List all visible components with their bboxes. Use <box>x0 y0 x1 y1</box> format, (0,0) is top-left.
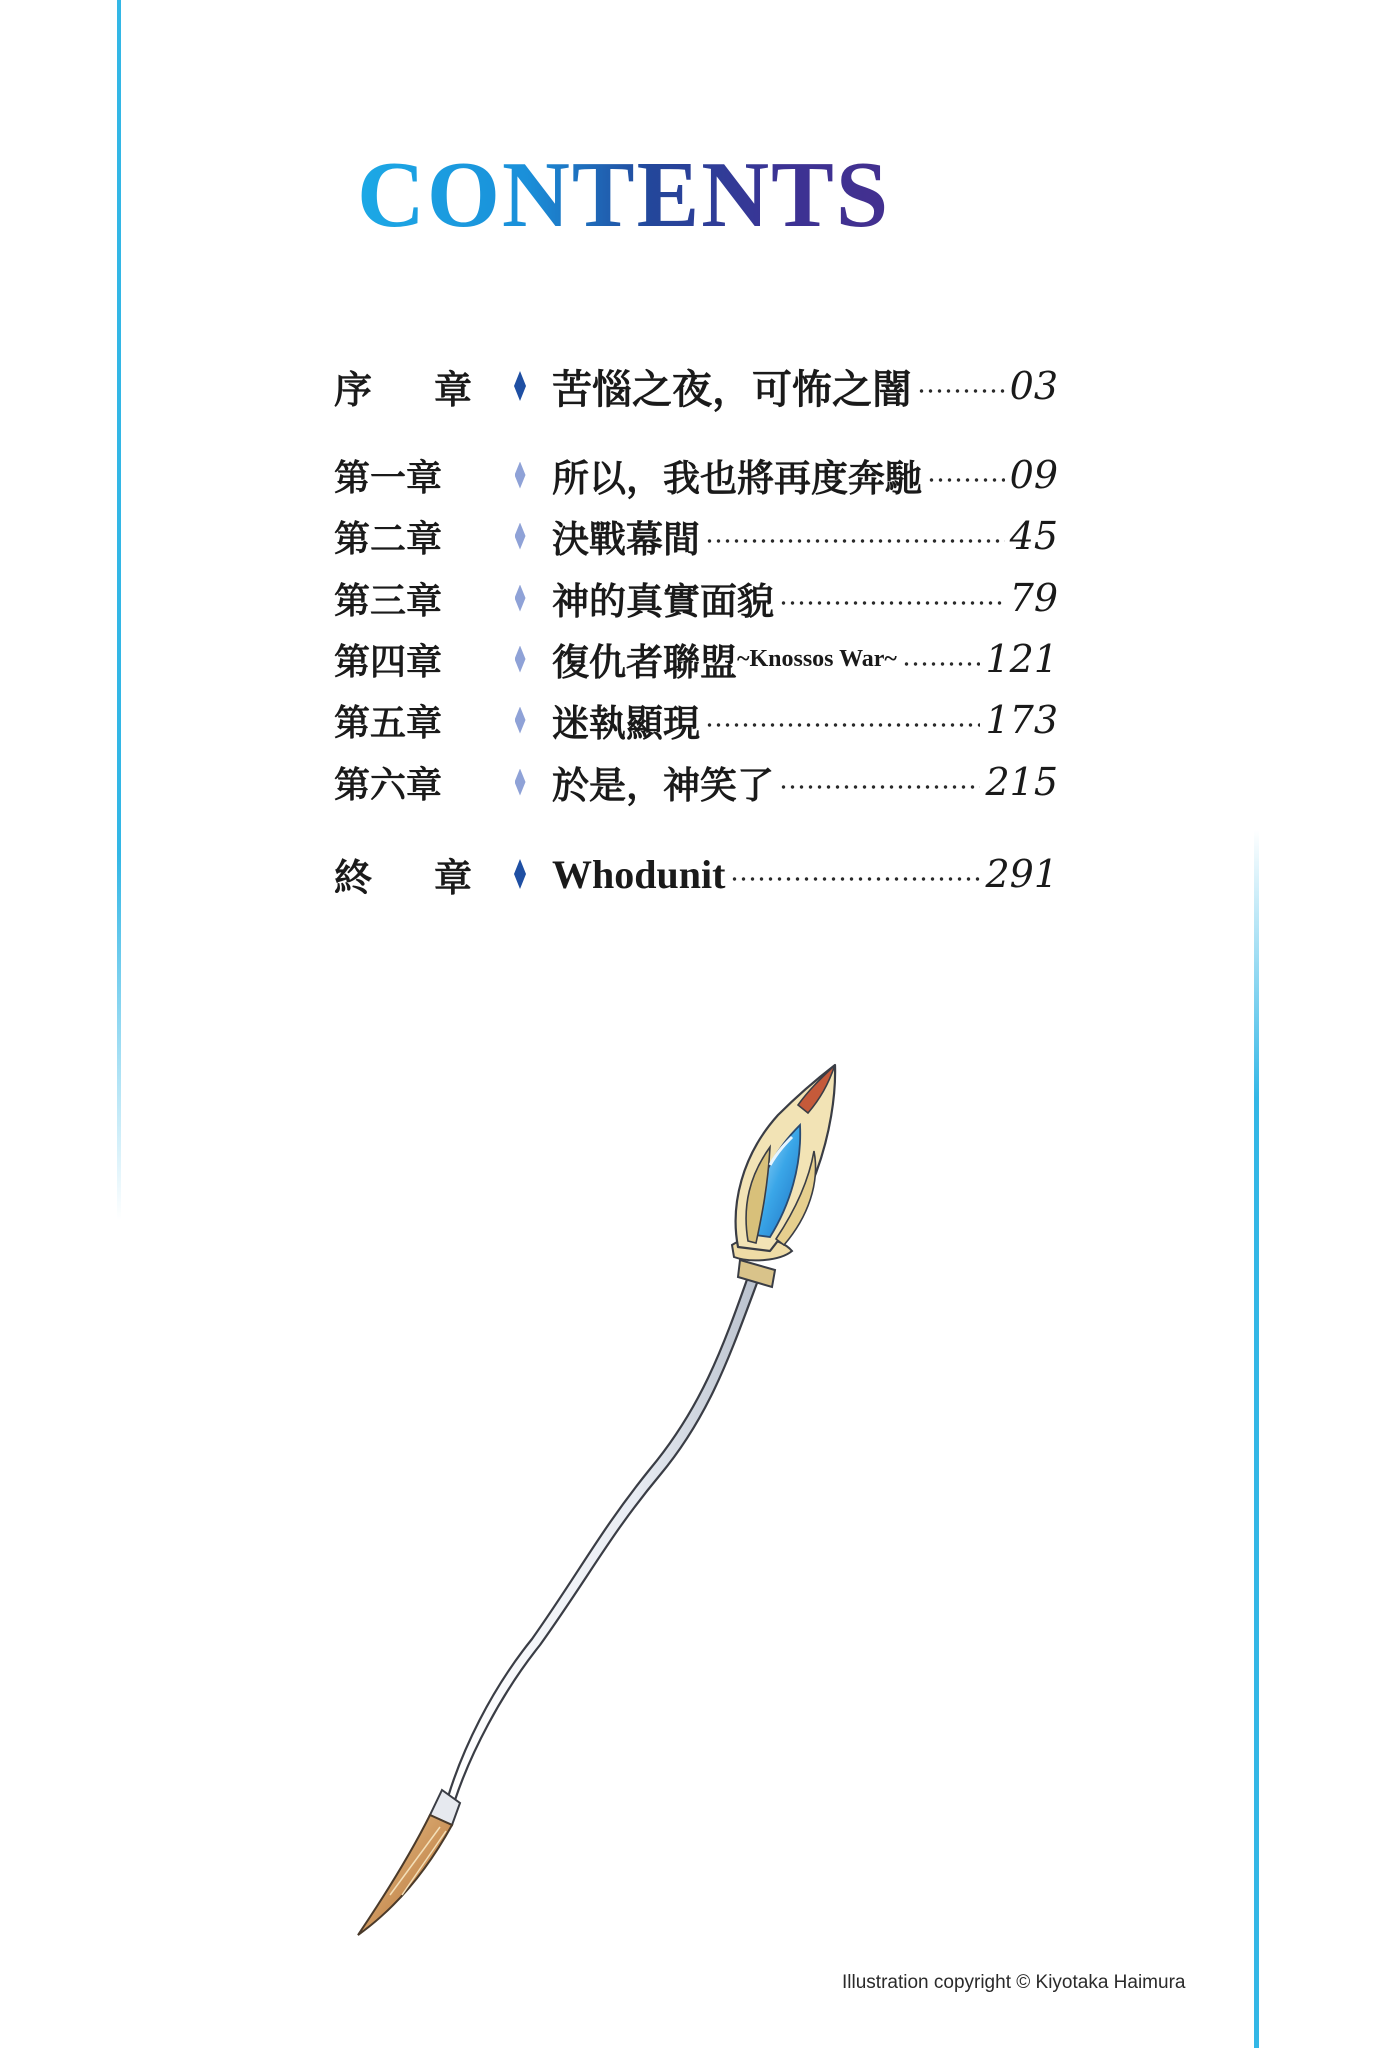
toc-entry-chapter-1 <box>334 445 1058 505</box>
toc-entry-chapter-4 <box>334 629 1058 689</box>
toc-entry-chapter-5 <box>334 690 1058 750</box>
dot-leader <box>705 539 1005 543</box>
chapter-label-char: 序 <box>334 366 373 412</box>
diamond-bullet-icon <box>498 769 542 796</box>
chapter-label-char: 章 <box>433 854 472 900</box>
dot-leader <box>779 785 980 789</box>
chapter-subtitle: ~Knossos War~ <box>737 645 897 672</box>
dot-leader <box>917 389 1005 393</box>
chapter-title: Whodunit <box>552 851 726 897</box>
page-number: 45 <box>1009 514 1058 558</box>
toc-entry-prologue <box>334 356 1058 416</box>
diamond-bullet-icon <box>498 859 542 889</box>
chapter-label: 第一章 <box>334 456 443 499</box>
chapter-label: 第二章 <box>334 517 443 560</box>
diamond-bullet-icon <box>498 371 542 401</box>
spear-head <box>736 1065 835 1251</box>
spear-butt <box>358 1790 460 1935</box>
chapter-label: 第六章 <box>334 763 443 806</box>
page-number: 121 <box>985 637 1058 681</box>
chapter-title: 決戰幕間 <box>552 517 700 561</box>
page-number: 09 <box>1009 453 1058 497</box>
page-number: 79 <box>1009 576 1058 620</box>
chapter-label-char: 終 <box>334 854 373 900</box>
diamond-bullet-icon <box>498 707 542 734</box>
dot-leader <box>902 662 981 666</box>
chapter-title: 復仇者聯盟 <box>552 640 737 684</box>
toc-entry-epilogue <box>334 844 1058 904</box>
page-number: 215 <box>985 760 1058 804</box>
page-number: 03 <box>1009 364 1058 408</box>
chapter-label <box>334 847 472 902</box>
diamond-bullet-icon <box>498 462 542 489</box>
chapter-label-char: 章 <box>433 366 472 412</box>
chapter-title: 所以，我也將再度奔馳 <box>552 456 922 500</box>
chapter-title: 神的真實面貌 <box>552 579 774 623</box>
dot-leader <box>927 478 1005 482</box>
page-title: CONTENTS <box>357 143 891 247</box>
chapter-label: 第三章 <box>334 579 443 622</box>
dot-leader <box>779 601 1005 605</box>
chapter-label: 第五章 <box>334 701 443 744</box>
spear-illustration <box>330 1055 910 1955</box>
diamond-bullet-icon <box>498 646 542 673</box>
spear-shaft <box>448 1271 760 1800</box>
chapter-label: 第四章 <box>334 640 443 683</box>
chapter-title: 於是，神笑了 <box>552 763 774 807</box>
page-number: 173 <box>985 698 1058 742</box>
illustration-credit: Illustration copyright © Kiyotaka Haimura <box>842 1972 1186 1993</box>
toc-entry-chapter-2 <box>334 506 1058 566</box>
right-border-line <box>1254 830 1259 2048</box>
dot-leader <box>730 877 980 881</box>
left-border-line <box>117 0 121 1220</box>
page-number: 291 <box>985 852 1058 896</box>
diamond-bullet-icon <box>498 523 542 550</box>
chapter-title: 苦惱之夜，可怖之闇 <box>552 365 912 413</box>
chapter-label <box>334 359 472 414</box>
chapter-title: 迷執顯現 <box>552 701 700 745</box>
toc-entry-chapter-6 <box>334 752 1058 812</box>
diamond-bullet-icon <box>498 585 542 612</box>
toc-entry-chapter-3 <box>334 568 1058 628</box>
dot-leader <box>705 723 980 727</box>
